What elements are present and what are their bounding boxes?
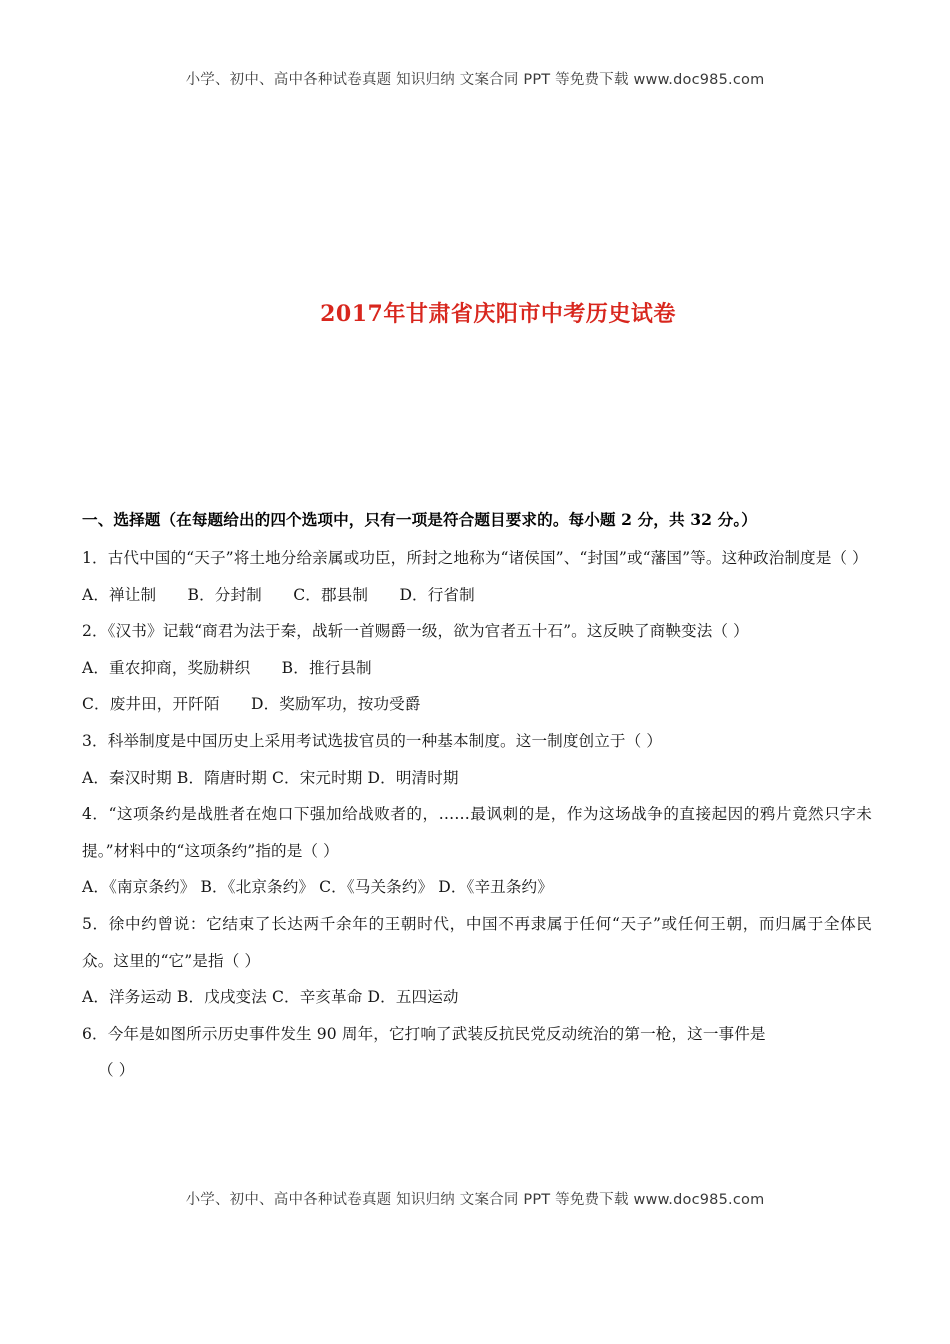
page-title: 2017年甘肃省庆阳市中考历史试卷 bbox=[320, 301, 676, 327]
question-stem-5: 5．徐中约曾说：它结束了长达两千余年的王朝时代，中国不再隶属于任何“天子”或任何王朝，而归属于全体民众。这里的“它”是指（ ） bbox=[82, 914, 872, 970]
question-options-2-line-1: A．重农抑商，奖励耕织 B．推行县制 bbox=[82, 658, 372, 677]
question-options-3: A．秦汉时期 B．隋唐时期 C．宋元时期 D．明清时期 bbox=[82, 768, 459, 787]
question-stem-2: 2．《汉书》记载“商君为法于秦，战斩一首赐爵一级，欲为官者五十石”。这反映了商鞅变法（ ） bbox=[82, 622, 749, 641]
question-options-4: A．《南京条约》 B．《北京条约》 C．《马关条约》 D．《辛丑条约》 bbox=[82, 878, 553, 897]
question-stem-3: 3．科举制度是中国历史上采用考试选拔官员的一种基本制度。这一制度创立于（ ） bbox=[82, 731, 663, 750]
section-heading-multiple-choice: 一、选择题（在每题给出的四个选项中，只有一项是符合题目要求的。每小题 2 分，共 32 分。） bbox=[82, 510, 757, 529]
question-options-5: A．洋务运动 B．戊戌变法 C．辛亥革命 D．五四运动 bbox=[82, 988, 459, 1007]
question-answer-blank-6: （ ） bbox=[98, 1061, 135, 1080]
question-options-1: A．禅让制 B．分封制 C．郡县制 D．行省制 bbox=[82, 585, 475, 604]
header-watermark: 小学、初中、高中各种试卷真题 知识归纳 文案合同 PPT 等免费下载 www.doc985.com bbox=[185, 72, 765, 88]
exam-body bbox=[82, 500, 872, 1089]
question-stem-1: 1．古代中国的“天子”将土地分给亲属或功臣，所封之地称为“诸侯国”、“封国”或“藩国”等。这种政治制度是（ ） bbox=[82, 549, 868, 567]
footer-watermark: 小学、初中、高中各种试卷真题 知识归纳 文案合同 PPT 等免费下载 www.doc985.com bbox=[185, 1192, 765, 1208]
question-stem-4: 4．“这项条约是战胜者在炮口下强加给战败者的，……最讽刺的是，作为这场战争的直接起因的鸦片竟然只字未提。”材料中的“这项条约”指的是（ ） bbox=[82, 805, 872, 860]
question-stem-6: 6．今年是如图所示历史事件发生 90 周年，它打响了武装反抗民党反动统治的第一枪，这一事件是 bbox=[82, 1024, 766, 1043]
question-options-2-line-2: C．废井田，开阡陌 D．奖励军功，按功受爵 bbox=[82, 695, 421, 714]
